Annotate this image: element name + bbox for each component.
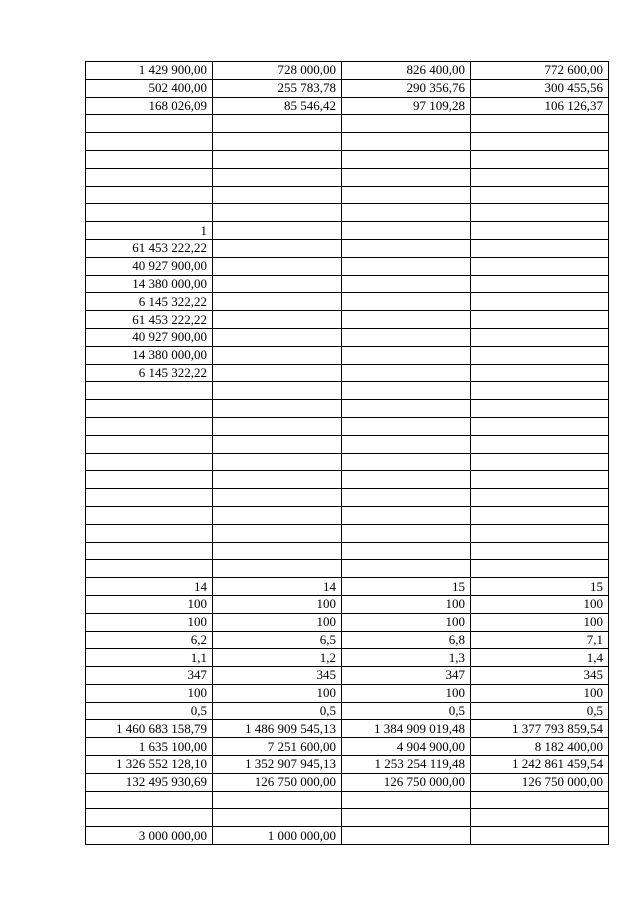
table-cell (471, 133, 609, 151)
table-cell (342, 524, 471, 542)
table-cell (471, 239, 609, 257)
table-cell: 1 377 793 859,54 (471, 720, 609, 738)
table-row (86, 649, 609, 667)
table-cell (471, 382, 609, 400)
table-row (86, 115, 609, 133)
table-cell: 97 109,28 (342, 97, 471, 115)
table-cell (213, 560, 342, 578)
table-cell (471, 204, 609, 222)
table-cell (213, 506, 342, 524)
table-cell (342, 435, 471, 453)
table-cell (471, 186, 609, 204)
table-cell (86, 435, 213, 453)
table-row (86, 168, 609, 186)
table-row (86, 382, 609, 400)
table-cell: 14 (86, 578, 213, 596)
table-cell: 6,5 (213, 631, 342, 649)
table-cell: 132 495 930,69 (86, 773, 213, 791)
table-cell: 14 (213, 578, 342, 596)
table-cell: 772 600,00 (471, 62, 609, 80)
table-cell (471, 168, 609, 186)
table-row (86, 720, 609, 738)
table-cell: 61 453 222,22 (86, 311, 213, 329)
table-cell (342, 791, 471, 809)
table-cell (213, 346, 342, 364)
table-cell (86, 809, 213, 827)
table-cell: 40 927 900,00 (86, 328, 213, 346)
table-cell: 100 (86, 684, 213, 702)
table-cell: 1 242 861 459,54 (471, 756, 609, 774)
table-cell: 100 (213, 595, 342, 613)
table-cell (86, 489, 213, 507)
table-cell (86, 150, 213, 168)
table-cell (213, 150, 342, 168)
table-cell (471, 328, 609, 346)
table-cell (213, 542, 342, 560)
table-cell: 14 380 000,00 (86, 346, 213, 364)
table-cell (342, 275, 471, 293)
table-cell: 6 145 322,22 (86, 364, 213, 382)
table-cell: 126 750 000,00 (342, 773, 471, 791)
table-row (86, 595, 609, 613)
table-cell: 0,5 (471, 702, 609, 720)
table-row (86, 489, 609, 507)
table-row (86, 524, 609, 542)
table-cell: 3 000 000,00 (86, 827, 213, 845)
table-cell (471, 435, 609, 453)
table-cell (86, 542, 213, 560)
table-row (86, 684, 609, 702)
table-cell: 1 253 254 119,48 (342, 756, 471, 774)
table-cell (213, 417, 342, 435)
table-row (86, 239, 609, 257)
table-cell (342, 827, 471, 845)
table-cell: 1,2 (213, 649, 342, 667)
table-cell (86, 471, 213, 489)
table-row (86, 400, 609, 418)
table-cell: 345 (213, 667, 342, 685)
table-cell (213, 489, 342, 507)
table-cell: 1 000 000,00 (213, 827, 342, 845)
table-cell: 345 (471, 667, 609, 685)
table-cell: 40 927 900,00 (86, 257, 213, 275)
table-cell: 6,2 (86, 631, 213, 649)
table-row (86, 542, 609, 560)
table-cell: 100 (471, 684, 609, 702)
table-cell (86, 168, 213, 186)
table-cell (471, 827, 609, 845)
table-cell (471, 400, 609, 418)
table-cell: 1,3 (342, 649, 471, 667)
table-cell (342, 150, 471, 168)
table-cell: 15 (471, 578, 609, 596)
table-row (86, 453, 609, 471)
table-cell: 7 251 600,00 (213, 738, 342, 756)
table-row (86, 809, 609, 827)
table-cell: 728 000,00 (213, 62, 342, 80)
table-cell (471, 506, 609, 524)
table-cell (213, 809, 342, 827)
table-cell (213, 471, 342, 489)
table-cell (342, 506, 471, 524)
table-cell: 100 (86, 595, 213, 613)
table-cell: 100 (86, 613, 213, 631)
table-cell (342, 293, 471, 311)
table-row (86, 738, 609, 756)
table-row (86, 133, 609, 151)
table-cell: 347 (342, 667, 471, 685)
table-cell (213, 257, 342, 275)
table-cell (471, 489, 609, 507)
table-cell: 255 783,78 (213, 79, 342, 97)
table-row (86, 364, 609, 382)
table-cell: 0,5 (86, 702, 213, 720)
table-cell (471, 471, 609, 489)
table-cell: 100 (471, 595, 609, 613)
table-cell: 0,5 (342, 702, 471, 720)
table-cell: 100 (213, 684, 342, 702)
table-cell (213, 328, 342, 346)
table-row (86, 257, 609, 275)
table-cell: 126 750 000,00 (213, 773, 342, 791)
table-cell (471, 809, 609, 827)
table-cell: 1 429 900,00 (86, 62, 213, 80)
table-cell (342, 257, 471, 275)
table-cell (471, 542, 609, 560)
table-row (86, 186, 609, 204)
table-cell (342, 133, 471, 151)
table-cell (342, 400, 471, 418)
table-cell: 290 356,76 (342, 79, 471, 97)
table-cell (471, 222, 609, 240)
table-row (86, 773, 609, 791)
table-cell (342, 382, 471, 400)
table-cell (86, 524, 213, 542)
table-cell (213, 311, 342, 329)
table-row (86, 204, 609, 222)
table-cell: 347 (86, 667, 213, 685)
table-cell: 85 546,42 (213, 97, 342, 115)
table-cell: 7,1 (471, 631, 609, 649)
table-cell: 6 145 322,22 (86, 293, 213, 311)
table-row (86, 506, 609, 524)
table-cell: 6,8 (342, 631, 471, 649)
table-cell (471, 364, 609, 382)
table-cell (471, 417, 609, 435)
table-cell (342, 542, 471, 560)
table-row (86, 79, 609, 97)
table-cell (471, 346, 609, 364)
table-row (86, 471, 609, 489)
table-cell (86, 186, 213, 204)
table-cell (342, 239, 471, 257)
table-cell: 1 384 909 019,48 (342, 720, 471, 738)
table-cell: 1 460 683 158,79 (86, 720, 213, 738)
table-cell: 61 453 222,22 (86, 239, 213, 257)
table-cell (213, 453, 342, 471)
table-cell (213, 435, 342, 453)
table-cell: 168 026,09 (86, 97, 213, 115)
table-cell (213, 382, 342, 400)
table-row (86, 97, 609, 115)
table-cell (86, 791, 213, 809)
table-cell: 100 (342, 613, 471, 631)
table-cell: 1 326 552 128,10 (86, 756, 213, 774)
table-cell: 126 750 000,00 (471, 773, 609, 791)
table-cell (86, 560, 213, 578)
table-row (86, 417, 609, 435)
table-cell (213, 239, 342, 257)
table-cell (86, 204, 213, 222)
table-cell: 14 380 000,00 (86, 275, 213, 293)
table-cell (471, 293, 609, 311)
table-cell (213, 400, 342, 418)
table-row (86, 791, 609, 809)
table-cell (213, 524, 342, 542)
table-row (86, 311, 609, 329)
table-row (86, 346, 609, 364)
table-cell (86, 382, 213, 400)
table-cell (342, 186, 471, 204)
table-cell (342, 809, 471, 827)
table-cell (342, 489, 471, 507)
table-cell: 15 (342, 578, 471, 596)
table-cell: 1 635 100,00 (86, 738, 213, 756)
table-cell (213, 275, 342, 293)
table-row (86, 667, 609, 685)
table-cell (86, 115, 213, 133)
table-cell (342, 328, 471, 346)
table-cell (213, 222, 342, 240)
table-cell (471, 115, 609, 133)
table-cell (342, 417, 471, 435)
table-cell: 1 486 909 545,13 (213, 720, 342, 738)
table-cell (342, 453, 471, 471)
table-cell: 300 455,56 (471, 79, 609, 97)
table-cell (213, 186, 342, 204)
table-cell (471, 275, 609, 293)
table-row (86, 150, 609, 168)
table-cell: 1,4 (471, 649, 609, 667)
table-row (86, 756, 609, 774)
table-cell (342, 311, 471, 329)
table-row (86, 560, 609, 578)
table-cell (342, 222, 471, 240)
table-row (86, 613, 609, 631)
table-cell (86, 506, 213, 524)
table-cell (86, 417, 213, 435)
table-cell (213, 791, 342, 809)
table-row (86, 62, 609, 80)
table-cell: 1 352 907 945,13 (213, 756, 342, 774)
table-cell: 4 904 900,00 (342, 738, 471, 756)
table-cell: 1 (86, 222, 213, 240)
table-row (86, 578, 609, 596)
table-row (86, 222, 609, 240)
table-row (86, 328, 609, 346)
table-row (86, 275, 609, 293)
table-cell: 100 (471, 613, 609, 631)
table-cell (342, 364, 471, 382)
table-row (86, 827, 609, 845)
table-cell (213, 293, 342, 311)
table-cell: 826 400,00 (342, 62, 471, 80)
table-cell: 1,1 (86, 649, 213, 667)
table-cell (471, 311, 609, 329)
table-cell (213, 115, 342, 133)
table-cell (471, 453, 609, 471)
table-cell (213, 204, 342, 222)
table-cell (471, 560, 609, 578)
table-cell (213, 168, 342, 186)
table-cell (471, 524, 609, 542)
table-cell (342, 115, 471, 133)
table-cell (342, 471, 471, 489)
table-cell (471, 257, 609, 275)
table-cell (86, 400, 213, 418)
table-cell: 100 (213, 613, 342, 631)
table-cell (213, 133, 342, 151)
table-cell: 100 (342, 684, 471, 702)
table-cell (471, 791, 609, 809)
table-cell (342, 168, 471, 186)
table-cell: 0,5 (213, 702, 342, 720)
table-row (86, 631, 609, 649)
table-cell (471, 150, 609, 168)
table-cell: 8 182 400,00 (471, 738, 609, 756)
table-cell (342, 560, 471, 578)
table-cell (213, 364, 342, 382)
table-cell: 106 126,37 (471, 97, 609, 115)
table-row (86, 435, 609, 453)
table-cell (342, 346, 471, 364)
financial-data-table (85, 61, 609, 845)
table-row (86, 702, 609, 720)
table-cell (86, 453, 213, 471)
table-cell (86, 133, 213, 151)
table-row (86, 293, 609, 311)
table-cell: 100 (342, 595, 471, 613)
table-cell (342, 204, 471, 222)
table-cell: 502 400,00 (86, 79, 213, 97)
table-body (86, 62, 609, 845)
